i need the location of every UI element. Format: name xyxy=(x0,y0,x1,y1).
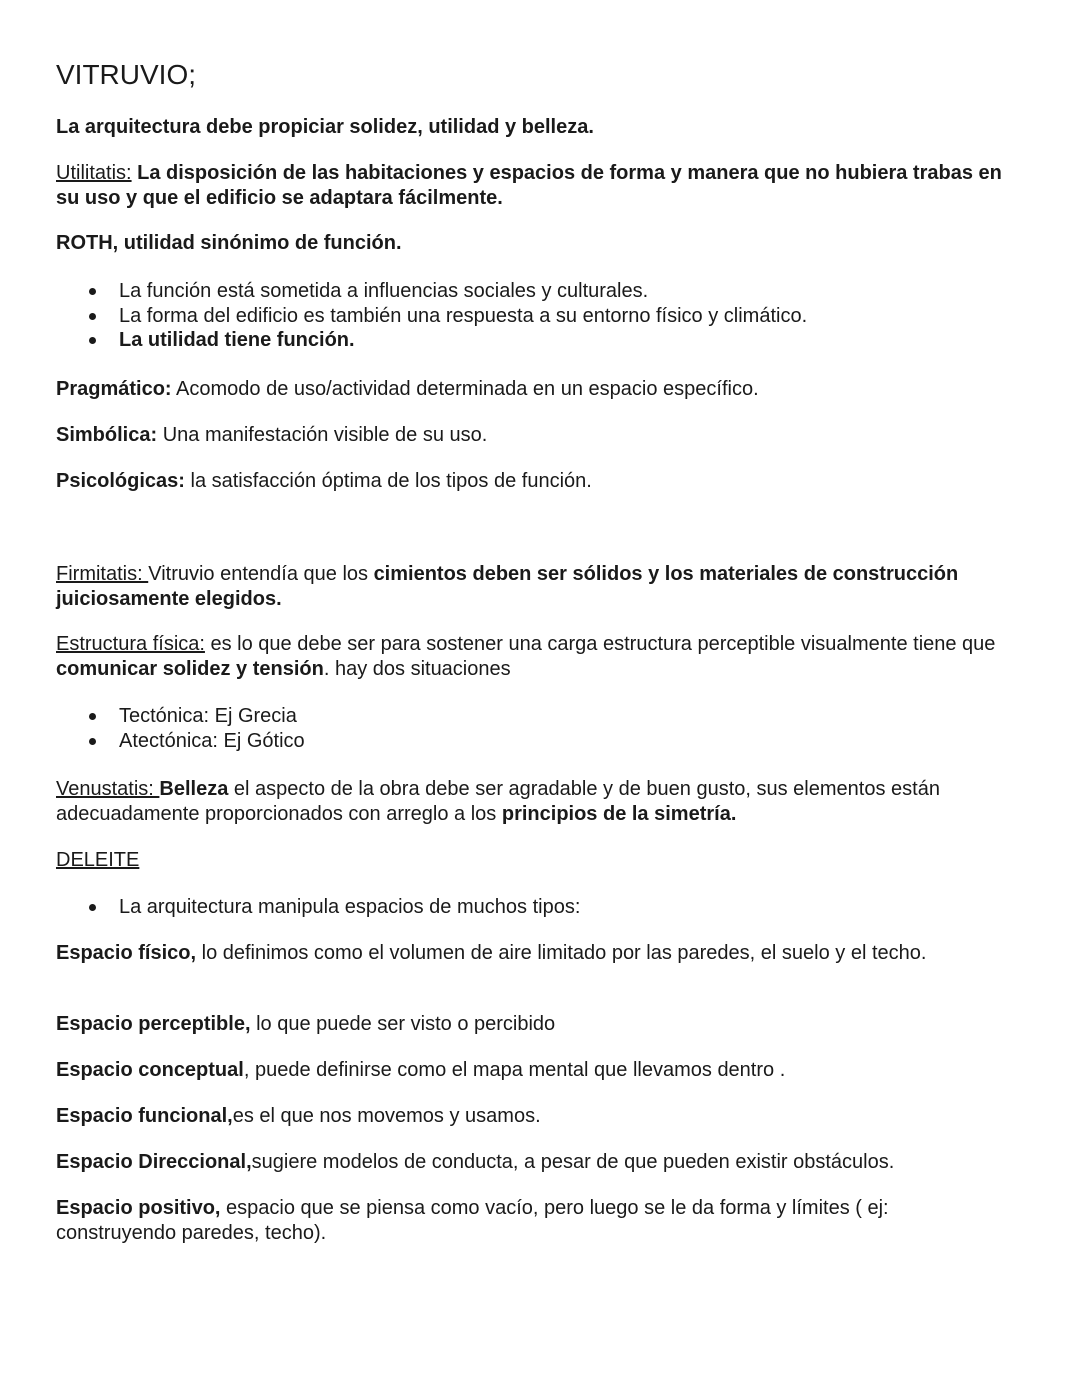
psicologicas-text: la satisfacción óptima de los tipos de función. xyxy=(184,470,592,492)
estructura-label: Estructura física: xyxy=(56,633,205,655)
firmitatis-text: Vitruvio entendía que los xyxy=(148,563,374,585)
estructura-list xyxy=(56,704,1016,753)
utilitatis-paragraph xyxy=(56,161,1016,210)
firmitatis-paragraph xyxy=(56,562,1016,611)
deleite-heading: DELEITE xyxy=(56,849,140,871)
espacio-text: sugiere modelos de conducta, a pesar de que pueden existir obstáculos. xyxy=(251,1151,895,1173)
document-title: VITRUVIO; xyxy=(56,59,197,90)
venustatis-text: el aspecto de la obra debe ser agradable y de buen gusto, sus elementos están adecuadamente proporcionados con arreglo a los xyxy=(56,778,940,825)
roth-list xyxy=(56,279,1016,353)
espacio-label: Espacio funcional, xyxy=(56,1105,233,1127)
pragmatico-text: Acomodo de uso/actividad determinada en un espacio específico. xyxy=(171,378,759,400)
espacio-text: lo definimos como el volumen de aire limitado por las paredes, el suelo y el techo. xyxy=(196,942,927,964)
list-item: Tectónica: Ej Grecia xyxy=(56,704,1016,729)
psicologicas-label: Psicológicas: xyxy=(56,470,185,492)
utilitatis-text: La disposición de las habitaciones y espacios de forma y manera que no hubiera trabas en su uso y que el edificio se adaptara fácilmente. xyxy=(56,162,1002,209)
intro-paragraph: La arquitectura debe propiciar solidez, utilidad y belleza. xyxy=(56,116,594,138)
espacio-text: es el que nos movemos y usamos. xyxy=(232,1105,541,1127)
firmitatis-bold: cimientos deben ser sólidos y los materiales de construcción juiciosamente elegidos. xyxy=(56,563,959,610)
espacio-label: Espacio perceptible, xyxy=(56,1013,251,1035)
deleite-list xyxy=(56,895,1016,920)
estructura-bold: comunicar solidez y tensión xyxy=(56,657,324,680)
simbolica-label: Simbólica: xyxy=(56,424,158,446)
venustatis-bold-end: principios de la simetría. xyxy=(501,802,737,825)
espacio-label: Espacio positivo, xyxy=(56,1197,221,1219)
espacio-item xyxy=(56,1058,1016,1083)
simbolica-text: Una manifestación visible de su uso. xyxy=(157,424,488,446)
pragmatico-label: Pragmático: xyxy=(56,378,172,400)
psicologicas-paragraph xyxy=(56,469,1016,494)
estructura-text-end: . hay dos situaciones xyxy=(323,657,511,680)
firmitatis-label: Firmitatis: xyxy=(56,563,149,585)
espacio-text: lo que puede ser visto o percibido xyxy=(250,1013,556,1035)
espacio-item xyxy=(56,1012,1016,1037)
espacio-item xyxy=(56,1196,1006,1245)
utilitatis-label: Utilitatis: xyxy=(56,162,132,184)
espacio-label: Espacio conceptual xyxy=(56,1059,244,1081)
list-item: La utilidad tiene función. xyxy=(56,328,1016,353)
espacio-item xyxy=(56,1104,1016,1129)
estructura-paragraph xyxy=(56,632,1016,681)
estructura-text: es lo que debe ser para sostener una carga estructura perceptible visualmente tiene que xyxy=(204,633,996,655)
espacio-item xyxy=(56,1150,1056,1175)
list-item: La función está sometida a influencias sociales y culturales. xyxy=(56,279,1016,304)
venustatis-bold: Belleza xyxy=(159,778,229,800)
espacio-label: Espacio Direccional, xyxy=(56,1151,252,1173)
venustatis-label: Venustatis: xyxy=(56,778,160,800)
roth-paragraph: ROTH, utilidad sinónimo de función. xyxy=(56,232,402,254)
espacio-text: espacio que se piensa como vacío, pero luego se le da forma y límites ( ej: construyendo paredes, techo). xyxy=(56,1197,889,1244)
list-item: La forma del edificio es también una respuesta a su entorno físico y climático. xyxy=(56,304,1016,329)
simbolica-paragraph xyxy=(56,423,1016,448)
list-item: La arquitectura manipula espacios de muchos tipos: xyxy=(56,895,1016,920)
espacio-item xyxy=(56,941,986,966)
list-item: Atectónica: Ej Gótico xyxy=(56,729,1016,754)
espacio-label: Espacio físico, xyxy=(56,942,197,964)
venustatis-paragraph xyxy=(56,777,1046,826)
pragmatico-paragraph xyxy=(56,377,1016,402)
espacio-text: , puede definirse como el mapa mental que llevamos dentro . xyxy=(243,1059,786,1081)
